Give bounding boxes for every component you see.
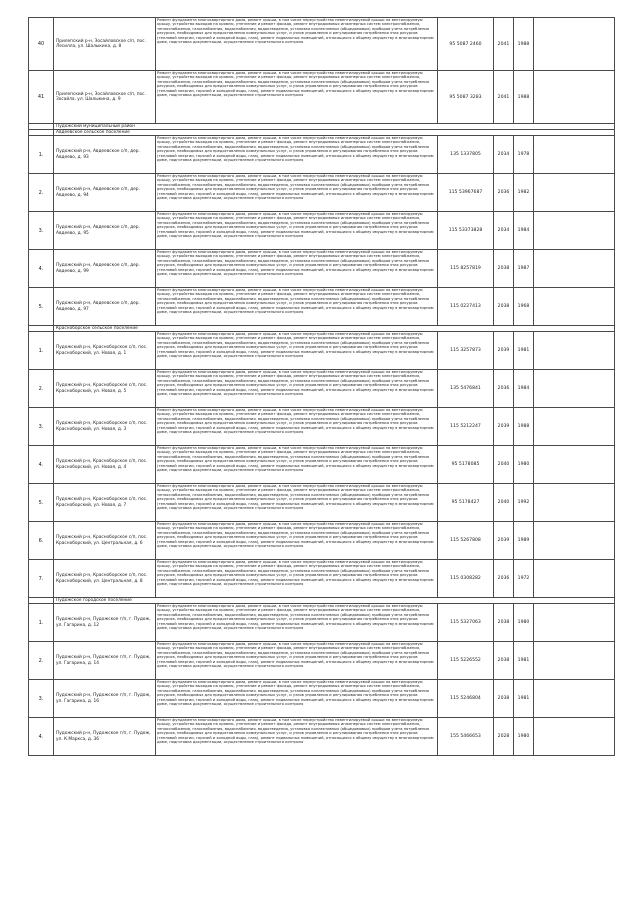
work-description-text: Ремонт фундамента многоквартирного дома, ремонт крыши, в том числе переустройство невентилируемой крыши на вентилируемую крышу, устройство выходов на кровлю, утепление и ремонт фасада, ремонт внутридомовых инженерных систем электроснабжения, теплоснабжения, газоснабжения, водоснабжения, водоотведения, установка коллективных (общедомовых) приборов учета потребления ресурсов, необходимых для предоставления коммунальных услуг, и узлов управления и регулирования потребления этих ресурсов (тепловой энергии, горячей и холодной воды, газа), ремонт подвальных помещений, относящихся к общему имуществу в многоквартирном доме, подготовка документации, осуществление строительного контроля <box>157 604 434 631</box>
address-cell: Пудожский р-н, Пудожское г/п, г. Пудож, ул. К.Маркса, д. 36 <box>54 718 156 756</box>
address-cell: Пудожский р-н, Авдеевское с/п, дер. Авдеево, д. 93 <box>54 136 156 174</box>
cost-cell: 115 8257819 <box>438 250 494 288</box>
work-description-cell <box>156 332 438 370</box>
row-number: 4. <box>29 446 54 484</box>
blank-cell <box>534 288 615 326</box>
blank-cell <box>534 680 615 718</box>
table-row <box>29 446 615 484</box>
planned-year-cell: 2036 <box>494 370 514 408</box>
cost-cell: 115 5327063 <box>438 604 494 642</box>
address-cell: Пудожский р-н, Красноборское с/п, пос. Красноборский, ул. Новая, д. 7 <box>54 484 156 522</box>
work-description-cell <box>156 174 438 212</box>
cost-cell: 155 5466653 <box>438 718 494 756</box>
table-row <box>29 250 615 288</box>
section-title: Пудожское городское поселение <box>54 598 615 604</box>
section-title: Пудожский муниципальный район <box>54 124 615 130</box>
cost-cell: 95 5087 2460 <box>438 18 494 71</box>
planned-year-cell: 2028 <box>494 718 514 756</box>
blank-cell <box>534 18 615 71</box>
work-description-cell <box>156 71 438 124</box>
table-body <box>29 18 615 756</box>
work-description-text: Ремонт фундамента многоквартирного дома, ремонт крыши, в том числе переустройство невентилируемой крыши на вентилируемую крышу, устройство выходов на кровлю, утепление и ремонт фасада, ремонт внутридомовых инженерных систем электроснабжения, теплоснабжения, газоснабжения, водоснабжения, водоотведения, установка коллективных (общедомовых) приборов учета потребления ресурсов, необходимых для предоставления коммунальных услуг, и узлов управления и регулирования потребления этих ресурсов (тепловой энергии, горячей и холодной воды, газа), ремонт подвальных помещений, относящихся к общему имуществу в многоквартирном доме, подготовка документации, осуществление строительного контроля <box>157 288 434 315</box>
table-row <box>29 484 615 522</box>
build-year-cell: 1992 <box>514 484 534 522</box>
planned-year-cell: 2041 <box>494 71 514 124</box>
row-number: 3. <box>29 680 54 718</box>
planned-year-cell: 2039 <box>494 522 514 560</box>
build-year-cell: 1980 <box>514 718 534 756</box>
work-description-text: Ремонт фундамента многоквартирного дома, ремонт крыши, в том числе переустройство невентилируемой крыши на вентилируемую крышу, устройство выходов на кровлю, утепление и ремонт фасада, ремонт внутридомовых инженерных систем электроснабжения, теплоснабжения, газоснабжения, водоснабжения, водоотведения, установка коллективных (общедомовых) приборов учета потребления ресурсов, необходимых для предоставления коммунальных услуг, и узлов управления и регулирования потребления этих ресурсов (тепловой энергии, горячей и холодной воды, газа), ремонт подвальных помещений, относящихся к общему имуществу в многоквартирном доме, подготовка документации, осуществление строительного контроля <box>157 560 434 587</box>
blank-cell <box>534 718 615 756</box>
blank-cell <box>534 522 615 560</box>
cost-cell: 135 5476841 <box>438 370 494 408</box>
row-number: 2. <box>29 370 54 408</box>
row-number: 4. <box>29 718 54 756</box>
work-description-cell <box>156 250 438 288</box>
planned-year-cell: 2036 <box>494 174 514 212</box>
section-title: Авдеевское сельское поселение <box>54 130 615 136</box>
table-row <box>29 522 615 560</box>
work-description-text: Ремонт фундамента многоквартирного дома, ремонт крыши, в том числе переустройство невентилируемой крыши на вентилируемую крышу, устройство выходов на кровлю, утепление и ремонт фасада, ремонт внутридомовых инженерных систем электроснабжения, теплоснабжения, газоснабжения, водоснабжения, водоотведения, установка коллективных (общедомовых) приборов учета потребления ресурсов, необходимых для предоставления коммунальных услуг, и узлов управления и регулирования потребления этих ресурсов (тепловой энергии, горячей и холодной воды, газа), ремонт подвальных помещений, относящихся к общему имуществу в многоквартирном доме, подготовка документации, осуществление строительного контроля <box>157 642 434 669</box>
row-number: 40 <box>29 18 54 71</box>
build-year-cell: 1980 <box>514 446 534 484</box>
work-description-text: Ремонт фундамента многоквартирного дома, ремонт крыши, в том числе переустройство невентилируемой крыши на вентилируемую крышу, устройство выходов на кровлю, утепление и ремонт фасада, ремонт внутридомовых инженерных систем электроснабжения, теплоснабжения, газоснабжения, водоснабжения, водоотведения, установка коллективных (общедомовых) приборов учета потребления ресурсов, необходимых для предоставления коммунальных услуг, и узлов управления и регулирования потребления этих ресурсов (тепловой энергии, горячей и холодной воды, газа), ремонт подвальных помещений, относящихся к общему имуществу в многоквартирном доме, подготовка документации, осуществление строительного контроля <box>157 408 434 435</box>
row-number: 41 <box>29 71 54 124</box>
blank-cell <box>534 332 615 370</box>
work-description-text: Ремонт фундамента многоквартирного дома, ремонт крыши, в том числе переустройство невентилируемой крыши на вентилируемую крышу, устройство выходов на кровлю, утепление и ремонт фасада, ремонт внутридомовых инженерных систем электроснабжения, теплоснабжения, газоснабжения, водоснабжения, водоотведения, установка коллективных (общедомовых) приборов учета потребления ресурсов, необходимых для предоставления коммунальных услуг, и узлов управления и регулирования потребления этих ресурсов (тепловой энергии, горячей и холодной воды, газа), ремонт подвальных помещений, относящихся к общему имуществу в многоквартирном доме, подготовка документации, осуществление строительного контроля <box>157 522 434 549</box>
blank-cell <box>534 136 615 174</box>
table-row <box>29 642 615 680</box>
planned-year-cell: 2034 <box>494 136 514 174</box>
address-cell: Пудожский р-н, Красноборское с/п, пос. Красноборский, ул. Центральная, д. 8 <box>54 560 156 598</box>
table-row <box>29 370 615 408</box>
row-number: 1. <box>29 136 54 174</box>
table-row <box>29 18 615 71</box>
work-description-cell <box>156 446 438 484</box>
row-number: 1. <box>29 332 54 370</box>
work-description-text: Ремонт фундамента многоквартирного дома, ремонт крыши, в том числе переустройство невентилируемой крыши на вентилируемую крышу, устройство выходов на кровлю, утепление и ремонт фасада, ремонт внутридомовых инженерных систем электроснабжения, теплоснабжения, газоснабжения, водоснабжения, водоотведения, установка коллективных (общедомовых) приборов учета потребления ресурсов, необходимых для предоставления коммунальных услуг, и узлов управления и регулирования потребления этих ресурсов (тепловой энергии, горячей и холодной воды, газа), ремонт подвальных помещений, относящихся к общему имуществу в многоквартирном доме, подготовка документации, осуществление строительного контроля <box>157 71 434 98</box>
document-page <box>28 17 614 756</box>
row-number: 3. <box>29 212 54 250</box>
build-year-cell: 1981 <box>514 642 534 680</box>
build-year-cell: 1989 <box>514 522 534 560</box>
address-cell: Пудожский р-н, Пудожское г/п, г. Пудож, ул. Гагарина, д. 12 <box>54 604 156 642</box>
cost-cell: 95 5178085 <box>438 446 494 484</box>
planned-year-cell: 2039 <box>494 332 514 370</box>
section-title: Красноборское сельское поселение <box>54 326 615 332</box>
table-row <box>29 680 615 718</box>
cost-cell: 95 5087 3283 <box>438 71 494 124</box>
work-description-cell <box>156 408 438 446</box>
table-row <box>29 212 615 250</box>
blank-cell <box>534 370 615 408</box>
blank-cell <box>534 560 615 598</box>
address-cell: Пудожский р-н, Авдеевское с/п, дер. Авдеево, д. 95 <box>54 212 156 250</box>
table-row <box>29 174 615 212</box>
planned-year-cell: 2039 <box>494 408 514 446</box>
work-description-text: Ремонт фундамента многоквартирного дома, ремонт крыши, в том числе переустройство невентилируемой крыши на вентилируемую крышу, устройство выходов на кровлю, утепление и ремонт фасада, ремонт внутридомовых инженерных систем электроснабжения, теплоснабжения, газоснабжения, водоснабжения, водоотведения, установка коллективных (общедомовых) приборов учета потребления ресурсов, необходимых для предоставления коммунальных услуг, и узлов управления и регулирования потребления этих ресурсов (тепловой энергии, горячей и холодной воды, газа), ремонт подвальных помещений, относящихся к общему имуществу в многоквартирном доме, подготовка документации, осуществление строительного контроля <box>157 212 434 239</box>
cost-cell: 115 5226552 <box>438 642 494 680</box>
planned-year-cell: 2034 <box>494 212 514 250</box>
planned-year-cell: 2040 <box>494 484 514 522</box>
planned-year-cell: 2038 <box>494 288 514 326</box>
row-number: 6. <box>29 522 54 560</box>
table-row <box>29 560 615 598</box>
planned-year-cell: 2038 <box>494 680 514 718</box>
address-cell: Пудожский р-н, Авдеевское с/п, дер. Авдеево, д. 94 <box>54 174 156 212</box>
blank-cell <box>534 408 615 446</box>
work-description-cell <box>156 680 438 718</box>
planned-year-cell: 2038 <box>494 642 514 680</box>
work-description-cell <box>156 642 438 680</box>
table-row <box>29 136 615 174</box>
work-description-cell <box>156 522 438 560</box>
row-number: 7. <box>29 560 54 598</box>
cost-cell: 115 53373828 <box>438 212 494 250</box>
build-year-cell: 1984 <box>514 370 534 408</box>
cost-cell: 115 5267808 <box>438 522 494 560</box>
work-description-text: Ремонт фундамента многоквартирного дома, ремонт крыши, в том числе переустройство невентилируемой крыши на вентилируемую крышу, устройство выходов на кровлю, утепление и ремонт фасада, ремонт внутридомовых инженерных систем электроснабжения, теплоснабжения, газоснабжения, водоснабжения, водоотведения, установка коллективных (общедомовых) приборов учета потребления ресурсов, необходимых для предоставления коммунальных услуг, и узлов управления и регулирования потребления этих ресурсов (тепловой энергии, горячей и холодной воды, газа), ремонт подвальных помещений, относящихся к общему имуществу в многоквартирном доме, подготовка документации, осуществление строительного контроля <box>157 446 434 473</box>
address-cell: Пудожский р-н, Красноборское с/п, пос. Красноборский, ул. Новая, д. 1 <box>54 332 156 370</box>
table-row <box>29 332 615 370</box>
work-description-cell <box>156 18 438 71</box>
address-cell: Пудожский р-н, Красноборское с/п, пос. Красноборский, ул. Новая, д. 4 <box>54 446 156 484</box>
work-description-text: Ремонт фундамента многоквартирного дома, ремонт крыши, в том числе переустройство невентилируемой крыши на вентилируемую крышу, устройство выходов на кровлю, утепление и ремонт фасада, ремонт внутридомовых инженерных систем электроснабжения, теплоснабжения, газоснабжения, водоснабжения, водоотведения, установка коллективных (общедомовых) приборов учета потребления ресурсов, необходимых для предоставления коммунальных услуг, и узлов управления и регулирования потребления этих ресурсов (тепловой энергии, горячей и холодной воды, газа), ремонт подвальных помещений, относящихся к общему имуществу в многоквартирном доме, подготовка документации, осуществление строительного контроля <box>157 332 434 359</box>
build-year-cell: 1978 <box>514 136 534 174</box>
planned-year-cell: 2036 <box>494 560 514 598</box>
work-description-text: Ремонт фундамента многоквартирного дома, ремонт крыши, в том числе переустройство невентилируемой крыши на вентилируемую крышу, устройство выходов на кровлю, утепление и ремонт фасада, ремонт внутридомовых инженерных систем электроснабжения, теплоснабжения, газоснабжения, водоснабжения, водоотведения, установка коллективных (общедомовых) приборов учета потребления ресурсов, необходимых для предоставления коммунальных услуг, и узлов управления и регулирования потребления этих ресурсов (тепловой энергии, горячей и холодной воды, газа), ремонт подвальных помещений, относящихся к общему имуществу в многоквартирном доме, подготовка документации, осуществление строительного контроля <box>157 680 434 707</box>
address-cell: Прилепский р-н, Зосайловское с/п, пос. Лесилла, ул. Шалыкина, д. 8 <box>54 18 156 71</box>
row-number: 5. <box>29 288 54 326</box>
cost-cell: 115 0308282 <box>438 560 494 598</box>
blank-cell <box>534 604 615 642</box>
address-cell: Пудожский р-н, Красноборское с/п, пос. Красноборский, ул. Центральная, д. 6 <box>54 522 156 560</box>
build-year-cell: 1987 <box>514 250 534 288</box>
address-cell: Пудожский р-н, Пудожское г/п, г. Пудож, ул. Гагарина, д. 16 <box>54 680 156 718</box>
address-cell: Пудожский р-н, Красноборское с/п, пос. Красноборский, ул. Новая, д. 5 <box>54 370 156 408</box>
planned-year-cell: 2040 <box>494 446 514 484</box>
table-row <box>29 71 615 124</box>
work-description-text: Ремонт фундамента многоквартирного дома, ремонт крыши, в том числе переустройство невентилируемой крыши на вентилируемую крышу, устройство выходов на кровлю, утепление и ремонт фасада, ремонт внутридомовых инженерных систем электроснабжения, теплоснабжения, газоснабжения, водоснабжения, водоотведения, установка коллективных (общедомовых) приборов учета потребления ресурсов, необходимых для предоставления коммунальных услуг, и узлов управления и регулирования потребления этих ресурсов (тепловой энергии, горячей и холодной воды, газа), ремонт подвальных помещений, относящихся к общему имуществу в многоквартирном доме, подготовка документации, осуществление строительного контроля <box>157 136 434 163</box>
planned-year-cell: 2038 <box>494 250 514 288</box>
work-description-cell <box>156 604 438 642</box>
row-number: 5. <box>29 484 54 522</box>
planned-year-cell: 2041 <box>494 18 514 71</box>
work-description-cell <box>156 136 438 174</box>
work-description-text: Ремонт фундамента многоквартирного дома, ремонт крыши, в том числе переустройство невентилируемой крыши на вентилируемую крышу, устройство выходов на кровлю, утепление и ремонт фасада, ремонт внутридомовых инженерных систем электроснабжения, теплоснабжения, газоснабжения, водоснабжения, водоотведения, установка коллективных (общедомовых) приборов учета потребления ресурсов, необходимых для предоставления коммунальных услуг, и узлов управления и регулирования потребления этих ресурсов (тепловой энергии, горячей и холодной воды, газа), ремонт подвальных помещений, относящихся к общему имуществу в многоквартирном доме, подготовка документации, осуществление строительного контроля <box>157 484 434 511</box>
address-cell: Пудожский р-н, Пудожское г/п, г. Пудож, ул. Гагарина, д. 14 <box>54 642 156 680</box>
blank-cell <box>534 174 615 212</box>
row-number: 2. <box>29 174 54 212</box>
work-description-text: Ремонт фундамента многоквартирного дома, ремонт крыши, в том числе переустройство невентилируемой крыши на вентилируемую крышу, устройство выходов на кровлю, утепление и ремонт фасада, ремонт внутридомовых инженерных систем электроснабжения, теплоснабжения, газоснабжения, водоснабжения, водоотведения, установка коллективных (общедомовых) приборов учета потребления ресурсов, необходимых для предоставления коммунальных услуг, и узлов управления и регулирования потребления этих ресурсов (тепловой энергии, горячей и холодной воды, газа), ремонт подвальных помещений, относящихся к общему имуществу в многоквартирном доме, подготовка документации, осуществление строительного контроля <box>157 250 434 277</box>
cost-cell: 115 5212247 <box>438 408 494 446</box>
blank-cell <box>534 250 615 288</box>
cost-cell: 95 5178427 <box>438 484 494 522</box>
work-description-cell <box>156 718 438 756</box>
work-description-cell <box>156 212 438 250</box>
blank-cell <box>534 212 615 250</box>
table-row <box>29 288 615 326</box>
row-number: 4. <box>29 250 54 288</box>
repair-program-table <box>28 17 615 756</box>
blank-cell <box>534 446 615 484</box>
address-cell: Пудожский р-н, Красноборское с/п, пос. Красноборский, ул. Новая, д. 3 <box>54 408 156 446</box>
work-description-text: Ремонт фундамента многоквартирного дома, ремонт крыши, в том числе переустройство невентилируемой крыши на вентилируемую крышу, устройство выходов на кровлю, утепление и ремонт фасада, ремонт внутридомовых инженерных систем электроснабжения, теплоснабжения, газоснабжения, водоснабжения, водоотведения, установка коллективных (общедомовых) приборов учета потребления ресурсов, необходимых для предоставления коммунальных услуг, и узлов управления и регулирования потребления этих ресурсов (тепловой энергии, горячей и холодной воды, газа), ремонт подвальных помещений, относящихся к общему имуществу в многоквартирном доме, подготовка документации, осуществление строительного контроля <box>157 174 434 201</box>
table-row <box>29 604 615 642</box>
build-year-cell: 1988 <box>514 71 534 124</box>
work-description-cell <box>156 560 438 598</box>
cost-cell: 115 5246804 <box>438 680 494 718</box>
build-year-cell: 1984 <box>514 212 534 250</box>
work-description-text: Ремонт фундамента многоквартирного дома, ремонт крыши, в том числе переустройство невентилируемой крыши на вентилируемую крышу, устройство выходов на кровлю, утепление и ремонт фасада, ремонт внутридомовых инженерных систем электроснабжения, теплоснабжения, газоснабжения, водоснабжения, водоотведения, установка коллективных (общедомовых) приборов учета потребления ресурсов, необходимых для предоставления коммунальных услуг, и узлов управления и регулирования потребления этих ресурсов (тепловой энергии, горячей и холодной воды, газа), ремонт подвальных помещений, относящихся к общему имуществу в многоквартирном доме, подготовка документации, осуществление строительного контроля <box>157 370 434 397</box>
blank-cell <box>534 484 615 522</box>
work-description-cell <box>156 484 438 522</box>
build-year-cell: 1972 <box>514 560 534 598</box>
cost-cell: 115 0227413 <box>438 288 494 326</box>
address-cell: Пудожский р-н, Авдеевское с/п, дер. Авдеево, д. 97 <box>54 288 156 326</box>
address-cell: Пудожский р-н, Авдеевское с/п, дер. Авдеево, д. 99 <box>54 250 156 288</box>
work-description-cell <box>156 288 438 326</box>
cost-cell: 115 3257873 <box>438 332 494 370</box>
build-year-cell: 1981 <box>514 680 534 718</box>
planned-year-cell: 2038 <box>494 604 514 642</box>
build-year-cell: 1982 <box>514 174 534 212</box>
blank-cell <box>534 71 615 124</box>
work-description-text: Ремонт фундамента многоквартирного дома, ремонт крыши, в том числе переустройство невентилируемой крыши на вентилируемую крышу, устройство выходов на кровлю, утепление и ремонт фасада, ремонт внутридомовых инженерных систем электроснабжения, теплоснабжения, газоснабжения, водоснабжения, водоотведения, установка коллективных (общедомовых) приборов учета потребления ресурсов, необходимых для предоставления коммунальных услуг, и узлов управления и регулирования потребления этих ресурсов (тепловой энергии, горячей и холодной воды, газа), ремонт подвальных помещений, относящихся к общему имуществу в многоквартирном доме, подготовка документации, осуществление строительного контроля <box>157 18 434 45</box>
build-year-cell: 1988 <box>514 408 534 446</box>
build-year-cell: 1988 <box>514 18 534 71</box>
build-year-cell: 1981 <box>514 332 534 370</box>
build-year-cell: 1968 <box>514 288 534 326</box>
work-description-text: Ремонт фундамента многоквартирного дома, ремонт крыши, в том числе переустройство невентилируемой крыши на вентилируемую крышу, устройство выходов на кровлю, утепление и ремонт фасада, ремонт внутридомовых инженерных систем электроснабжения, теплоснабжения, газоснабжения, водоснабжения, водоотведения, установка коллективных (общедомовых) приборов учета потребления ресурсов, необходимых для предоставления коммунальных услуг, и узлов управления и регулирования потребления этих ресурсов (тепловой энергии, горячей и холодной воды, газа), ремонт подвальных помещений, относящихся к общему имуществу в многоквартирном доме, подготовка документации, осуществление строительного контроля <box>157 718 434 745</box>
blank-cell <box>534 642 615 680</box>
row-number: 3. <box>29 408 54 446</box>
cost-cell: 135 1337805 <box>438 136 494 174</box>
build-year-cell: 1980 <box>514 604 534 642</box>
table-row <box>29 718 615 756</box>
table-row <box>29 408 615 446</box>
row-number: 1. <box>29 604 54 642</box>
cost-cell: 115 53967687 <box>438 174 494 212</box>
row-number: 2. <box>29 642 54 680</box>
address-cell: Прилепский р-н, Зосайловское с/п, пос. Зосайла, ул. Шалыкина, д. 9 <box>54 71 156 124</box>
work-description-cell <box>156 370 438 408</box>
